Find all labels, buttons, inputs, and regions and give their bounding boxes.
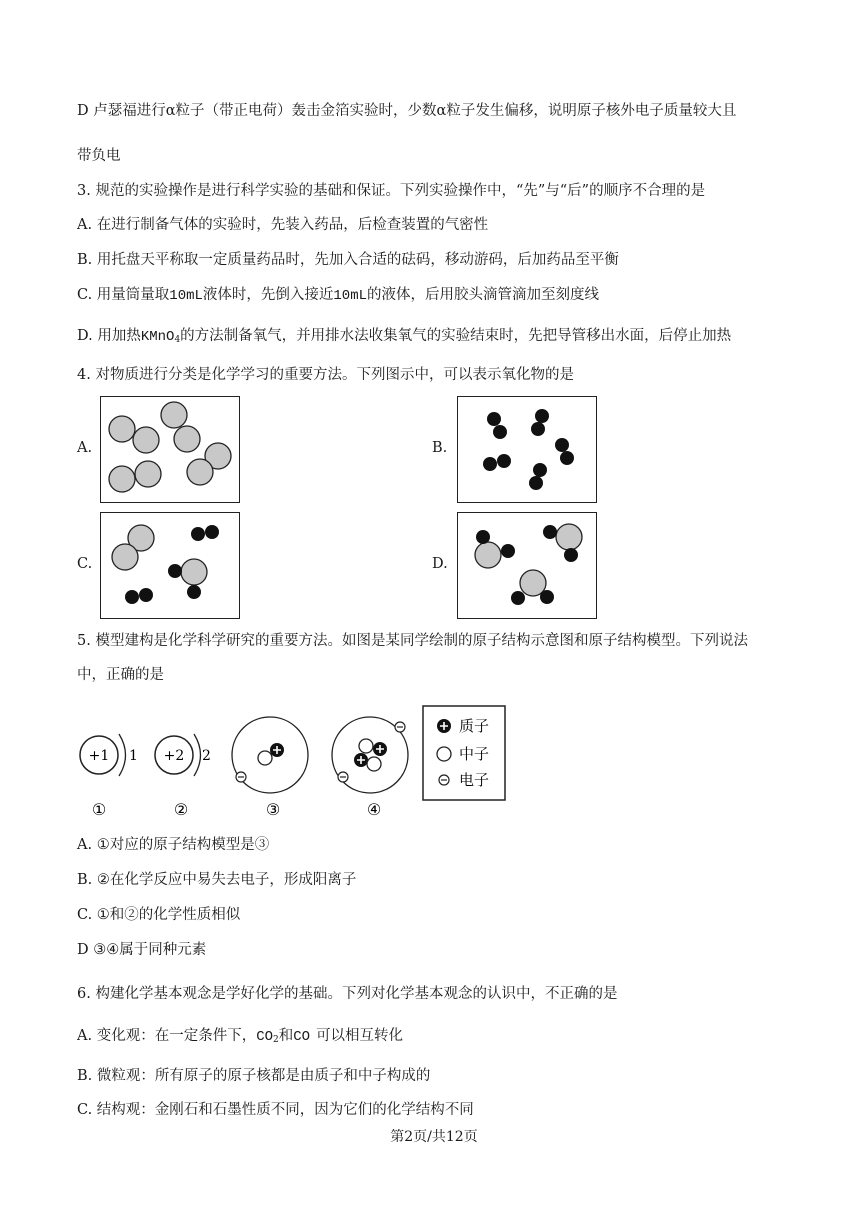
- q5-option-a: A. ①对应的原子结构模型是③: [77, 837, 270, 853]
- grey-atom: [556, 524, 582, 550]
- q4-figure-d: [458, 513, 595, 617]
- legend-neutron-icon: [437, 747, 451, 761]
- grey-atom: [112, 544, 138, 570]
- grey-atom: [174, 426, 200, 452]
- grey-atom: [109, 416, 135, 442]
- grey-atom: [181, 559, 207, 585]
- black-atom: [533, 463, 547, 477]
- black-atom: [487, 412, 501, 426]
- q2-option-d-line2: 带负电: [77, 148, 121, 164]
- q3-option-d-formula: KMnO: [140, 329, 175, 345]
- q6-stem: 6. 构建化学基本观念是学好化学的基础。下列对化学基本观念的认识中，不正确的是: [77, 986, 618, 1002]
- black-atom: [483, 457, 497, 471]
- q4-label-c: C.: [77, 556, 93, 572]
- d2-shell-arc: [194, 734, 201, 776]
- q6-option-a-formula1: CO: [256, 1029, 274, 1045]
- neutron: [258, 751, 272, 765]
- q3-option-c-pre: C. 用量筒量取: [77, 287, 170, 303]
- q6-option-a: [77, 1026, 403, 1050]
- label-2: ②: [173, 800, 189, 819]
- q6-option-c: C. 结构观：金刚石和石墨性质不同，因为它们的化学结构不同: [77, 1102, 474, 1118]
- d1-shell-arc: [119, 734, 126, 776]
- black-atom: [493, 425, 507, 439]
- black-atom: [543, 525, 557, 539]
- d2-nucleus-charge: +2: [163, 748, 185, 764]
- grey-atom: [187, 459, 213, 485]
- black-atom: [511, 591, 525, 605]
- neutron: [359, 739, 373, 753]
- q4-box-d: [457, 512, 597, 619]
- q5-option-c: C. ①和②的化学性质相似: [77, 907, 241, 923]
- black-atom: [168, 564, 182, 578]
- black-atom: [529, 476, 543, 490]
- grey-atom: [161, 402, 187, 428]
- q6-option-a-formula2: CO: [293, 1029, 311, 1045]
- black-atom: [531, 422, 545, 436]
- black-atom: [564, 548, 578, 562]
- q3-option-d: [77, 326, 731, 350]
- label-3: ③: [265, 800, 281, 819]
- neutron: [367, 757, 381, 771]
- q6-option-a-subscript: 2: [273, 1035, 279, 1045]
- q3-option-d-post: 的方法制备氧气，并用排水法收集氧气的实验结束时，先把导管移出水面，后停止加热: [180, 328, 732, 344]
- q3-option-c-volume2: 10mL: [333, 288, 368, 304]
- black-atom: [191, 527, 205, 541]
- q6-option-a-and: 和: [278, 1028, 294, 1044]
- black-atom: [535, 409, 549, 423]
- q4-box-c: [100, 512, 240, 619]
- d1-shell-electrons: 1: [129, 748, 138, 764]
- q4-label-a: A.: [77, 440, 93, 456]
- page-number: 第2页/共12页: [390, 1129, 478, 1145]
- black-atom: [501, 544, 515, 558]
- d1-nucleus-charge: +1: [88, 748, 110, 764]
- q3-option-c-mid: 液体时，先倒入接近: [202, 287, 334, 303]
- q4-label-b: B.: [432, 440, 448, 456]
- q3-option-c-volume1: 10mL: [169, 288, 203, 304]
- q4-stem: 4. 对物质进行分类是化学学习的重要方法。下列图示中，可以表示氧化物的是: [77, 367, 574, 383]
- grey-atom: [475, 542, 501, 568]
- q6-option-a-post: 可以相互转化: [316, 1028, 404, 1044]
- q5-option-d: D ③④属于同种元素: [77, 942, 207, 958]
- q5-stem-line2: 中，正确的是: [77, 667, 164, 683]
- q3-option-a: A. 在进行制备气体的实验时，先装入药品，后检查装置的气密性: [77, 217, 489, 233]
- q4-box-a: [100, 396, 240, 503]
- black-atom: [560, 451, 574, 465]
- black-atom: [497, 454, 511, 468]
- black-atom: [205, 525, 219, 539]
- q3-option-d-subscript: 4: [174, 335, 181, 345]
- legend-proton-label: 质子: [459, 717, 490, 735]
- legend-neutron-label: 中子: [459, 745, 490, 763]
- grey-atom: [133, 427, 159, 453]
- q4-figure-b: [458, 397, 595, 501]
- q5-option-b: B. ②在化学反应中易失去电子，形成阳离子: [77, 872, 357, 888]
- black-atom: [125, 590, 139, 604]
- black-atom: [476, 530, 490, 544]
- black-atom: [187, 585, 201, 599]
- legend-electron-label: 电子: [459, 771, 490, 789]
- q4-box-b: [457, 396, 597, 503]
- q4-label-d: D.: [432, 556, 448, 572]
- label-4: ④: [366, 800, 382, 819]
- label-1: ①: [91, 800, 107, 819]
- d2-shell-electrons: 2: [202, 748, 211, 764]
- grey-atom: [109, 466, 135, 492]
- q3-option-c: [77, 285, 599, 306]
- q3-stem: 3. 规范的实验操作是进行科学实验的基础和保证。下列实验操作中，“先”与“后”的顺序不合理的是: [77, 183, 706, 199]
- q5-atom-diagram: [70, 700, 510, 830]
- grey-atom: [135, 461, 161, 487]
- q6-option-b: B. 微粒观：所有原子的原子核都是由质子和中子构成的: [77, 1068, 431, 1084]
- q3-option-c-post: 的液体，后用胶头滴管滴加至刻度线: [367, 287, 600, 303]
- q5-stem-line1: 5. 模型建构是化学科学研究的重要方法。如图是某同学绘制的原子结构示意图和原子结构模型。下列说法: [77, 633, 748, 649]
- q4-figure-c: [101, 513, 238, 617]
- black-atom: [540, 590, 554, 604]
- black-atom: [555, 438, 569, 452]
- q3-option-b: B. 用托盘天平称取一定质量药品时，先加入合适的砝码，移动游码，后加药品至平衡: [77, 252, 619, 268]
- q2-option-d-line1: D 卢瑟福进行α粒子（带正电荷）轰击金箔实验时，少数α粒子发生偏移，说明原子核外电子质量较大且: [77, 103, 737, 119]
- q6-option-a-pre: A. 变化观：在一定条件下，: [77, 1028, 257, 1044]
- q4-figure-a: [101, 397, 238, 501]
- black-atom: [139, 588, 153, 602]
- q3-option-d-pre: D. 用加热: [77, 328, 141, 344]
